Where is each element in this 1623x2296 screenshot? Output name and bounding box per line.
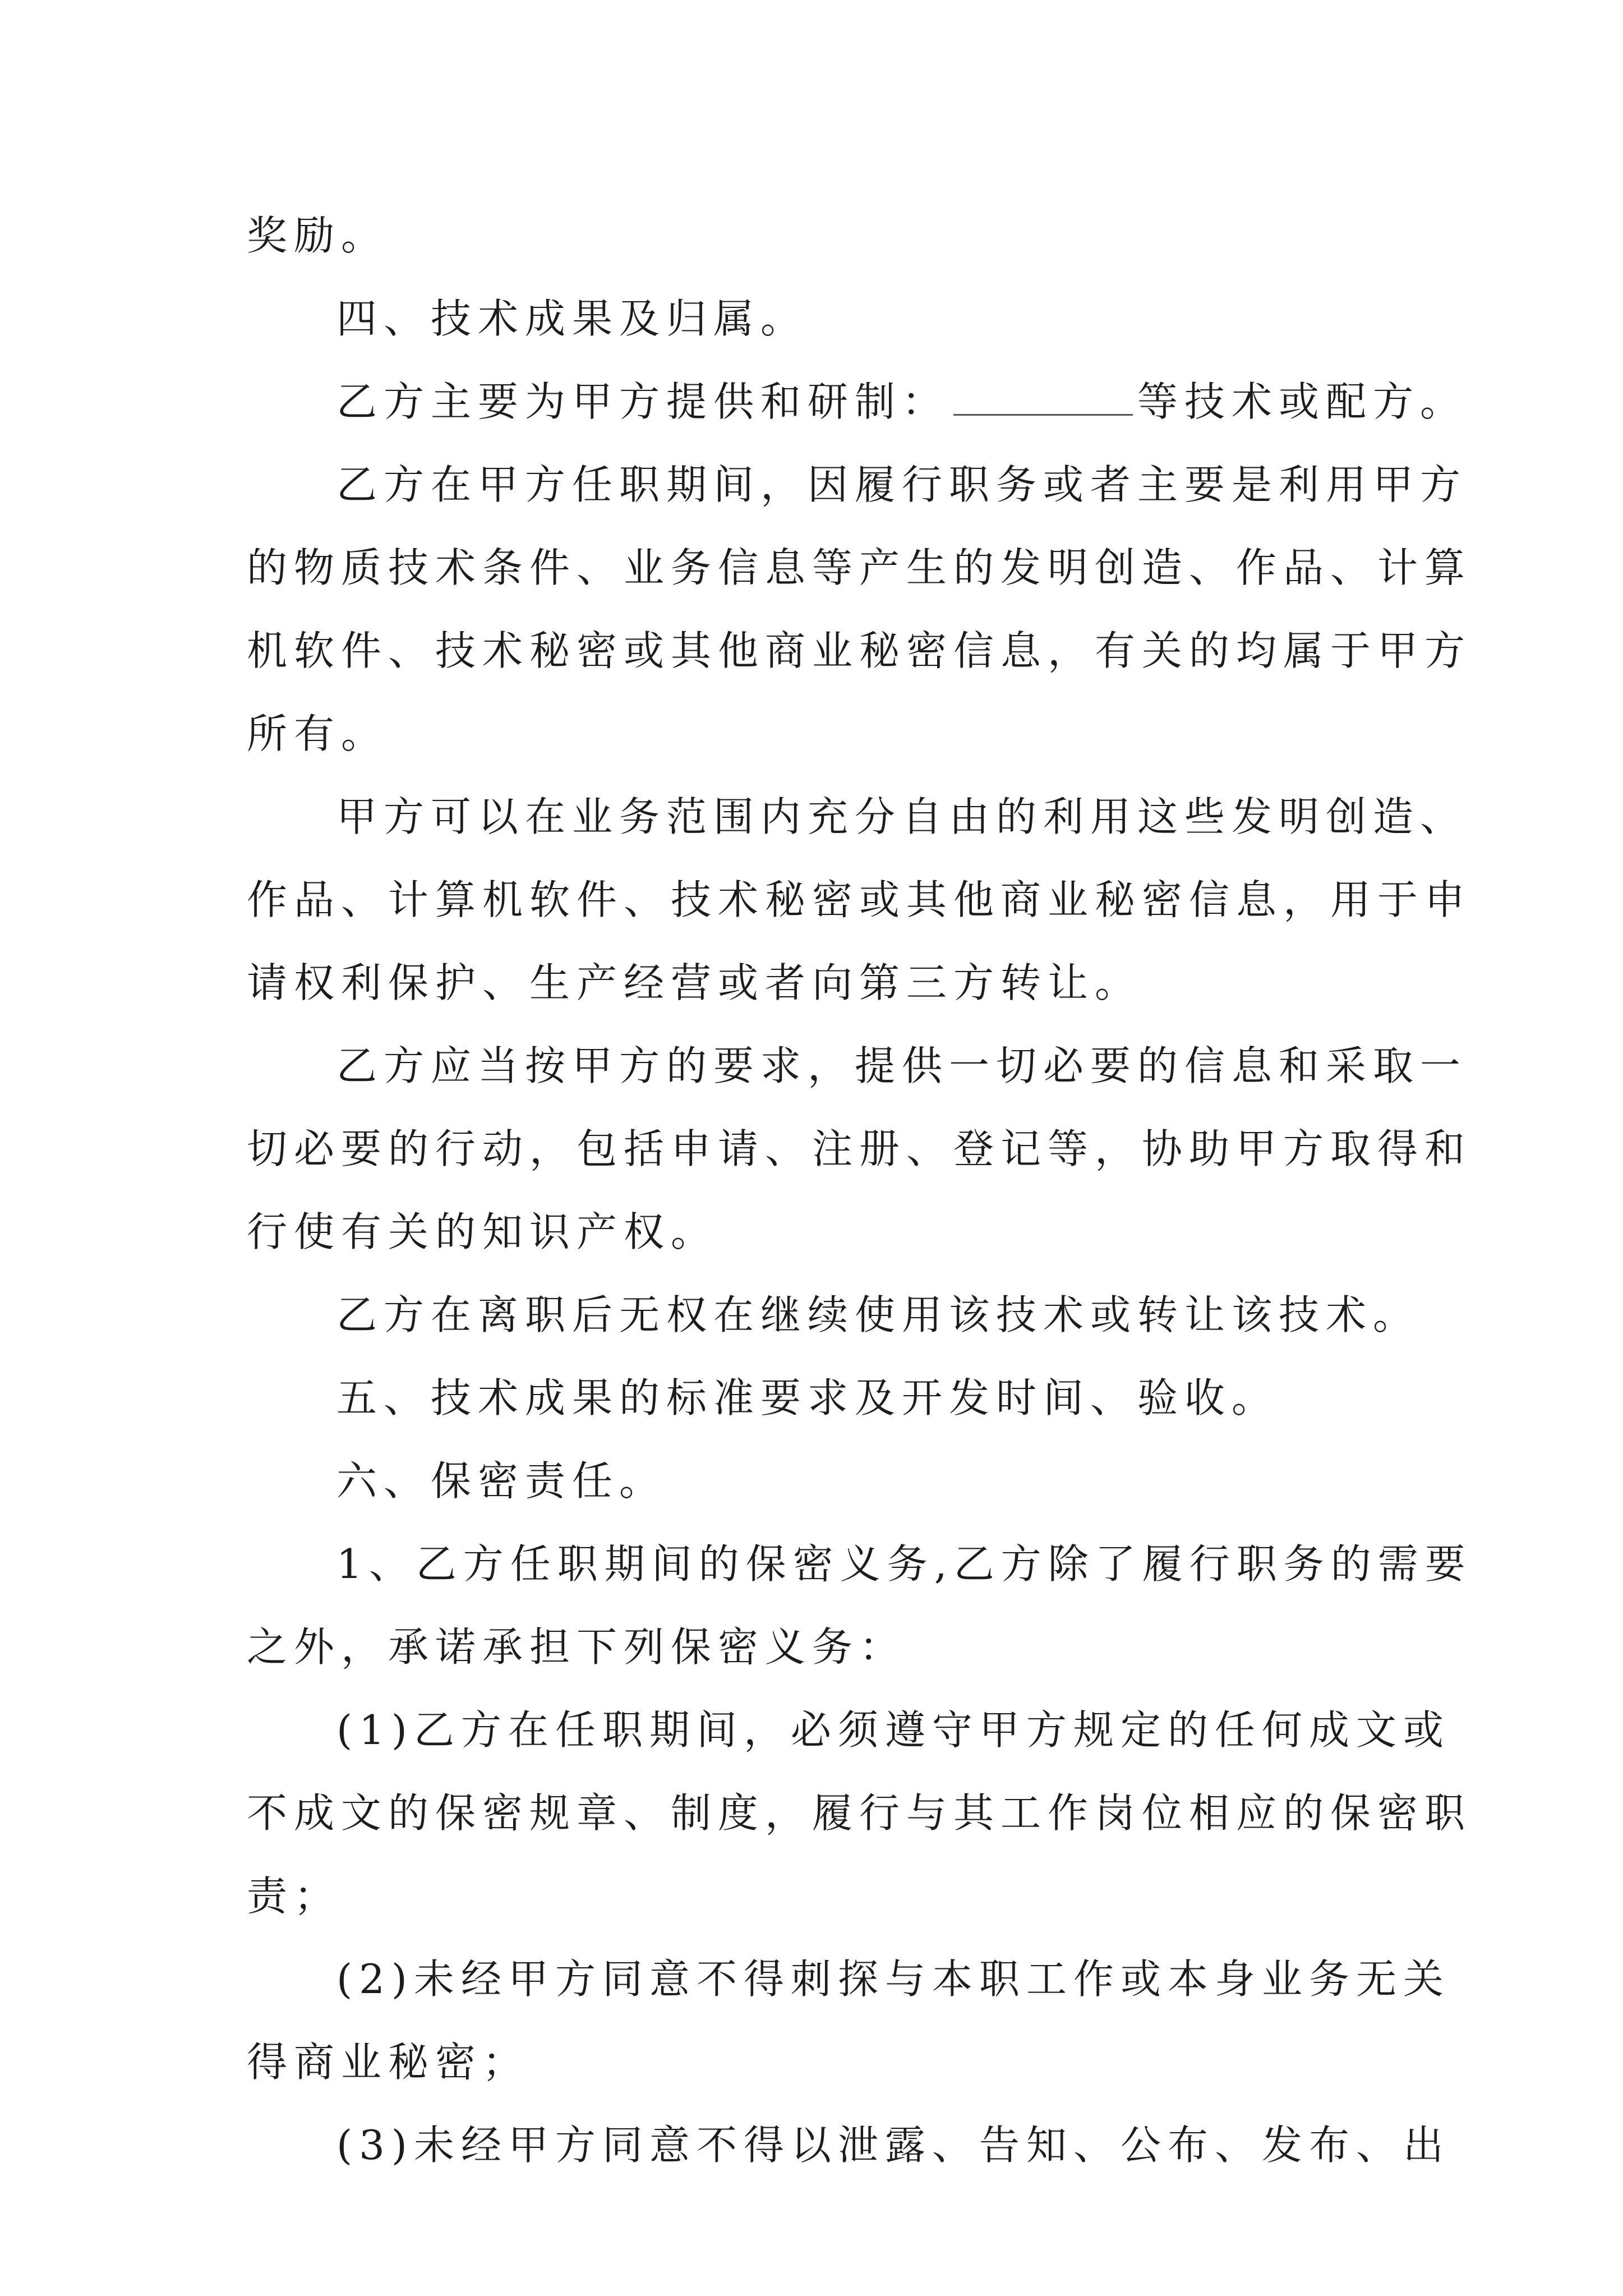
text-line: 机软件、技术秘密或其他商业秘密信息，有关的均属于甲方 [247, 627, 1472, 674]
text-line: 切必要的行动，包括申请、注册、登记等，协助甲方取得和 [247, 1125, 1472, 1172]
text-line [336, 374, 1467, 430]
section-heading: 四、技术成果及归属。 [336, 295, 808, 342]
text-line: 1、乙方任职期间的保密义务,乙方除了履行职务的需要 [336, 1540, 1472, 1588]
text-line: 作品、计算机软件、技术秘密或其他商业秘密信息，用于申 [247, 876, 1472, 923]
text-line: 不成文的保密规章、制度，履行与其工作岗位相应的保密职 [247, 1789, 1472, 1837]
text-line: 的物质技术条件、业务信息等产生的发明创造、作品、计算 [247, 544, 1472, 591]
text-line: 所有。 [247, 710, 389, 757]
text-line: 乙方在甲方任职期间，因履行职务或者主要是利用甲方 [336, 461, 1468, 508]
text-line: 乙方在离职后无权在继续使用该技术或转让该技术。 [336, 1291, 1421, 1338]
text-line: 乙方应当按甲方的要求，提供一切必要的信息和采取一 [336, 1042, 1468, 1089]
text-line: 请权利保护、生产经营或者向第三方转让。 [247, 959, 1142, 1006]
text-line: 之外，承诺承担下列保密义务： [247, 1623, 907, 1671]
fill-in-blank[interactable] [953, 378, 1133, 416]
text-line: (3)未经甲方同意不得以泄露、告知、公布、发布、出 [336, 2122, 1450, 2169]
text-line: 奖励。 [247, 212, 389, 259]
text-line: (1)乙方在任职期间，必须遵守甲方规定的任何成文或 [336, 1706, 1450, 1754]
text-line: 甲方可以在业务范围内充分自由的利用这些发明创造、 [336, 793, 1468, 840]
section-heading: 六、保密责任。 [336, 1457, 667, 1504]
text-line: 责； [247, 1872, 342, 1920]
text-segment: 乙方主要为甲方提供和研制： [336, 378, 949, 425]
text-line: (2)未经甲方同意不得刺探与本职工作或本身业务无关 [336, 1955, 1450, 2003]
text-line: 得商业秘密； [247, 2039, 530, 2086]
section-heading: 五、技术成果的标准要求及开发时间、验收。 [336, 1374, 1279, 1421]
text-line: 行使有关的知识产权。 [247, 1208, 718, 1255]
text-segment: 等技术或配方。 [1137, 378, 1468, 425]
